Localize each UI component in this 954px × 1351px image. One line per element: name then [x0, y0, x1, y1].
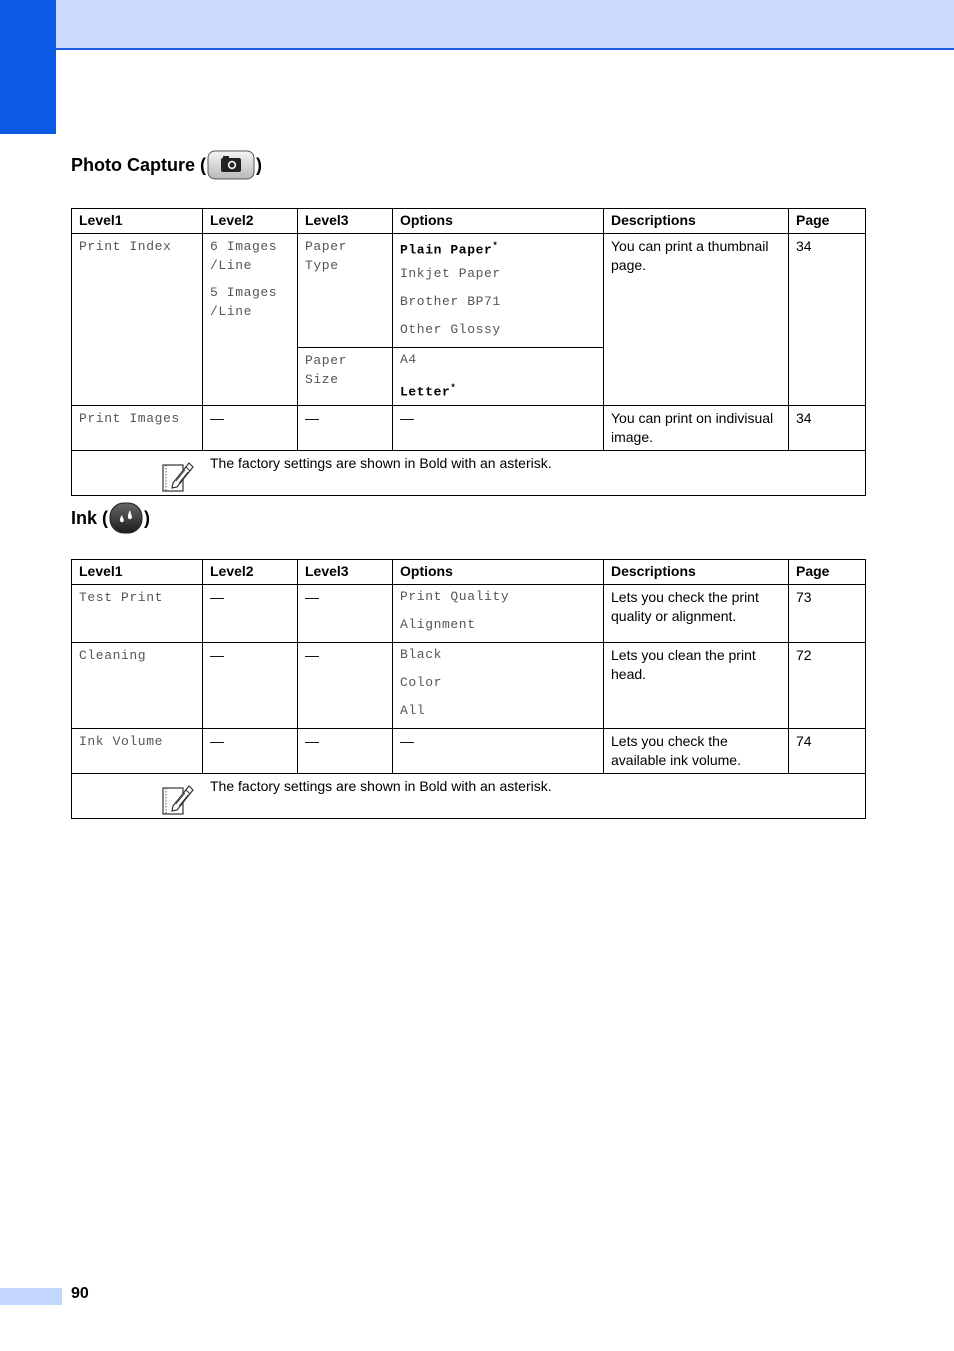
level3-cell: —: [298, 585, 393, 643]
note-text: The factory settings are shown in Bold with an asterisk.: [210, 778, 552, 794]
option-default: Plain Paper*: [400, 241, 499, 258]
level1-cell: Print Images: [72, 406, 203, 451]
options-cell: [393, 348, 604, 406]
header-options: Options: [393, 560, 604, 585]
level1-cell: Ink Volume: [72, 729, 203, 774]
description-cell: Lets you check the print quality or alignment.: [604, 585, 789, 643]
description-cell: You can print a thumbnail page.: [604, 234, 789, 406]
note-row: [72, 774, 866, 819]
level1-cell: Test Print: [72, 585, 203, 643]
level3-cell: —: [298, 643, 393, 729]
page-cell: 34: [789, 406, 866, 451]
option: Alignment: [400, 617, 476, 632]
header-descriptions: Descriptions: [604, 560, 789, 585]
options-cell: [393, 234, 604, 348]
page-cell: 72: [789, 643, 866, 729]
note-pencil-icon: [161, 459, 195, 496]
camera-icon: [207, 150, 255, 180]
note-row: [72, 451, 866, 496]
level2-cell: 6 Images /Line 5 Images /Line: [203, 234, 298, 406]
header-options: Options: [393, 209, 604, 234]
table-row: [72, 234, 866, 348]
options-cell: —: [393, 406, 604, 451]
table-row: [72, 585, 866, 643]
header-level1: Level1: [72, 209, 203, 234]
ink-title: Ink ( ): [71, 502, 150, 534]
header-page: Page: [789, 209, 866, 234]
header-level2: Level2: [203, 560, 298, 585]
option: Brother BP71: [400, 294, 501, 309]
level3-cell: —: [298, 729, 393, 774]
note-cell: [72, 451, 866, 496]
table-header-row: [72, 209, 866, 234]
page-cell: 73: [789, 585, 866, 643]
note-text: The factory settings are shown in Bold with an asterisk.: [210, 455, 552, 471]
option: Print Quality: [400, 589, 510, 604]
ink-drops-icon: [109, 502, 143, 534]
description-cell: Lets you check the available ink volume.: [604, 729, 789, 774]
level2-cell: —: [203, 729, 298, 774]
option: Inkjet Paper: [400, 266, 501, 281]
table-row: [72, 729, 866, 774]
level2-cell: —: [203, 643, 298, 729]
options-cell: —: [393, 729, 604, 774]
option: Black: [400, 647, 443, 662]
level1-cell: Print Index: [72, 234, 203, 406]
option: Color: [400, 675, 443, 690]
header-level3: Level3: [298, 209, 393, 234]
level3-cell: Paper Size: [298, 348, 393, 406]
level2-cell: —: [203, 406, 298, 451]
page-number-band: [0, 1288, 62, 1305]
options-cell: [393, 643, 604, 729]
options-cell: [393, 585, 604, 643]
table-row: [72, 643, 866, 729]
header-level2: Level2: [203, 209, 298, 234]
level2-cell: —: [203, 585, 298, 643]
page-cell: 74: [789, 729, 866, 774]
header-descriptions: Descriptions: [604, 209, 789, 234]
header-band: [56, 0, 954, 50]
table-row: [72, 406, 866, 451]
option: A4: [400, 352, 417, 367]
description-cell: Lets you clean the print head.: [604, 643, 789, 729]
level1-cell: Cleaning: [72, 643, 203, 729]
page-cell: 34: [789, 234, 866, 406]
photo-capture-title: Photo Capture ( ): [71, 150, 262, 180]
header-level3: Level3: [298, 560, 393, 585]
option: Other Glossy: [400, 322, 501, 337]
level3-cell: Paper Type: [298, 234, 393, 348]
page-number: 90: [71, 1285, 89, 1302]
photo-capture-table: [71, 208, 866, 496]
chapter-tab: [0, 0, 56, 134]
note-cell: [72, 774, 866, 819]
option-default: Letter*: [400, 383, 457, 400]
note-pencil-icon: [161, 782, 195, 819]
description-cell: You can print on indivisual image.: [604, 406, 789, 451]
header-page: Page: [789, 560, 866, 585]
ink-table: [71, 559, 866, 819]
table-header-row: [72, 560, 866, 585]
option: All: [400, 703, 426, 718]
level3-cell: —: [298, 406, 393, 451]
header-level1: Level1: [72, 560, 203, 585]
